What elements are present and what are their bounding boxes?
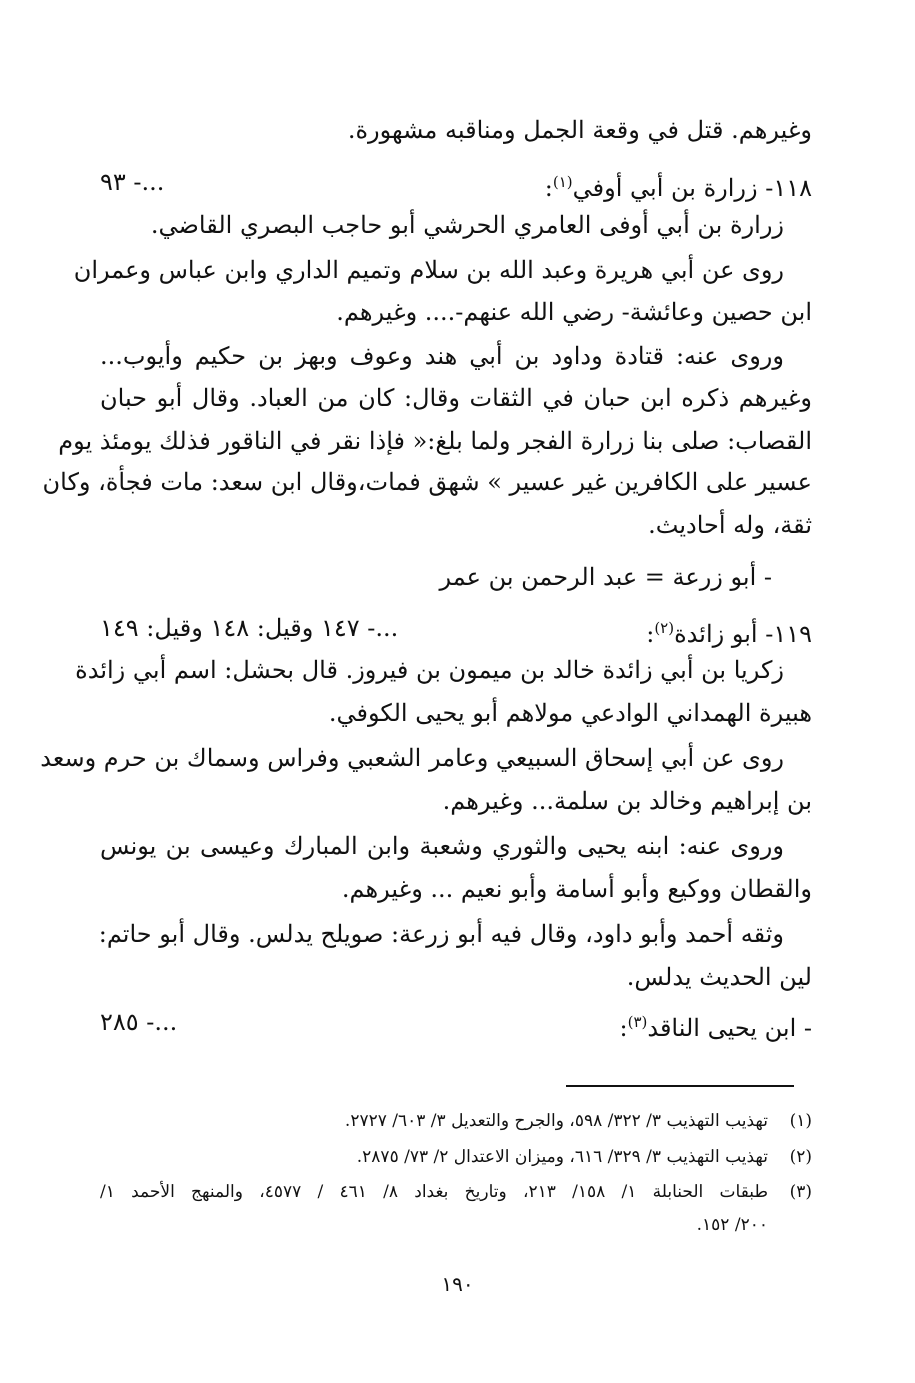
entry-title: ١١٨- زرارة بن أبي أوفي$^{(١)}$: bbox=[544, 173, 812, 202]
entry-refs: ...- ٢٨٥ bbox=[100, 1008, 178, 1036]
cross-reference: - أبو زرعة = عبد الرحمن بن عمر bbox=[439, 563, 772, 591]
footnote-1 bbox=[100, 1106, 812, 1136]
body-line: روى عن أبي هريرة وعبد الله بن سلام وتميم الداري وابن عباس وعمران bbox=[73, 256, 784, 284]
footnote-3 bbox=[100, 1177, 812, 1207]
entry-heading-119 bbox=[100, 608, 812, 648]
body-line: وغيرهم ذكره ابن حبان في الثقات وقال: كان من العباد. وقال أبو حبان bbox=[100, 384, 812, 412]
body-line: ابن حصين وعائشة- رضي الله عنهم-.... وغيرهم. bbox=[336, 298, 812, 326]
body-line: وثقه أحمد وأبو داود، وقال فيه أبو زرعة: صويلح يدلس. وقال أبو حاتم: bbox=[98, 920, 784, 948]
footnote-ref[interactable]: (٣) bbox=[627, 1013, 648, 1031]
footnote-text: تهذيب التهذيب ٣/ ٣٢٩/ ٦١٦، وميزان الاعتدال ٢/ ٧٣/ ٢٨٧٥. bbox=[356, 1147, 768, 1167]
page-number: ١٩٠ bbox=[441, 1272, 474, 1296]
body-line: وغيرهم. قتل في وقعة الجمل ومناقبه مشهورة. bbox=[347, 116, 812, 144]
body-line: ثقة، وله أحاديث. bbox=[648, 511, 812, 539]
footnote-number: (١) bbox=[789, 1111, 812, 1131]
body-line: زكريا بن أبي زائدة خالد بن ميمون بن فيروز. قال بحشل: اسم أبي زائدة bbox=[75, 656, 784, 684]
book-page bbox=[40, 0, 812, 1383]
footnote-ref[interactable]: (٢) bbox=[654, 619, 675, 637]
entry-heading-118 bbox=[100, 162, 812, 202]
body-line: بن إبراهيم وخالد بن سلمة... وغيرهم. bbox=[442, 787, 812, 815]
entry-title: ١١٩- أبو زائدة$^{(٢)}$: bbox=[646, 619, 812, 648]
entry-title: - ابن يحيى الناقد$^{(٣)}$: bbox=[619, 1013, 812, 1042]
footnote-2 bbox=[100, 1142, 812, 1172]
body-line: وروى عنه: ابنه يحيى والثوري وشعبة وابن المبارك وعيسى بن يونس bbox=[100, 832, 784, 860]
footnote-text: تهذيب التهذيب ٣/ ٣٢٢/ ٥٩٨، والجرح والتعديل ٣/ ٦٠٣/ ٢٧٢٧. bbox=[344, 1111, 768, 1131]
footnote-divider bbox=[566, 1085, 794, 1087]
body-line: زرارة بن أبي أوفى العامري الحرشي أبو حاجب البصري القاضي. bbox=[150, 211, 784, 239]
entry-heading-naqid bbox=[100, 1002, 812, 1042]
body-line: روى عن أبي إسحاق السبيعي وعامر الشعبي وفراس وسماك بن حرم وسعد bbox=[40, 744, 784, 772]
footnote-3-continued bbox=[100, 1210, 812, 1240]
entry-refs: ...- ١٤٧ وقيل: ١٤٨ وقيل: ١٤٩ bbox=[100, 614, 399, 642]
body-line: وروى عنه: قتادة وداود بن أبي هند وعوف وبهز بن حكيم وأيوب... bbox=[100, 342, 784, 370]
body-line: القصاب: صلى بنا زرارة الفجر ولما بلغ:« فإذا نقر في الناقور فذلك يومئذ يوم bbox=[58, 427, 812, 455]
footnote-text: طبقات الحنابلة ١/ ١٥٨/ ٢١٣، وتاريخ بغداد ٨/ ٤٦١ / ٤٥٧٧، والمنهج الأحمد ١/ bbox=[100, 1182, 768, 1202]
footnote-number: (٣) bbox=[789, 1182, 812, 1202]
footnote-ref[interactable]: (١) bbox=[552, 173, 573, 191]
body-line: عسير على الكافرين غير عسير » شهق فمات،وقال ابن سعد: مات فجأة، وكان bbox=[42, 468, 812, 496]
body-line: لين الحديث يدلس. bbox=[626, 963, 812, 991]
body-line: هبيرة الهمداني الوادعي مولاهم أبو يحيى الكوفي. bbox=[328, 699, 812, 727]
footnote-number: (٢) bbox=[789, 1147, 812, 1167]
entry-refs: ...- ٩٣ bbox=[100, 168, 165, 196]
footnote-text: ٢٠٠/ ١٥٢. bbox=[696, 1215, 768, 1235]
body-line: والقطان ووكيع وأبو أسامة وأبو نعيم ... وغيرهم. bbox=[341, 875, 812, 903]
